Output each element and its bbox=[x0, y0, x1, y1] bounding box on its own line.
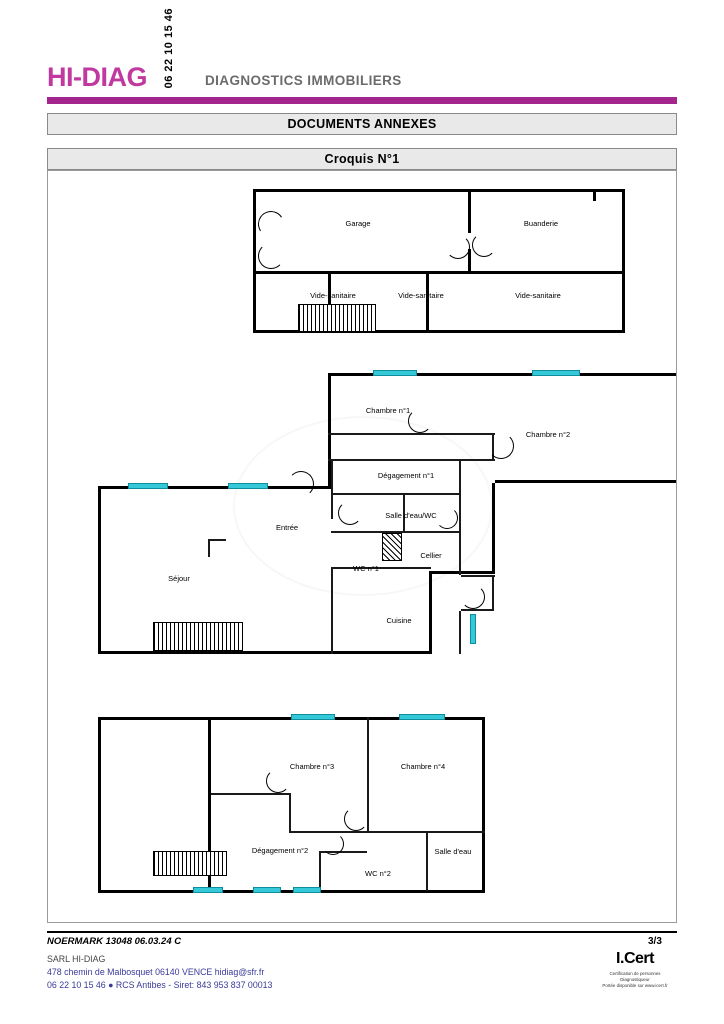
window bbox=[253, 887, 281, 893]
window bbox=[470, 614, 476, 644]
footer-address-block bbox=[47, 953, 272, 992]
footer-company: SARL HI-DIAG bbox=[47, 954, 106, 964]
window bbox=[399, 714, 445, 720]
wall bbox=[459, 461, 461, 495]
wall bbox=[208, 539, 210, 557]
wall bbox=[319, 851, 321, 891]
door-arc bbox=[288, 471, 314, 497]
wall bbox=[208, 539, 226, 541]
door-arc bbox=[436, 507, 458, 529]
door-arc bbox=[446, 235, 470, 259]
footer-street: 478 chemin de Malbosquet 06140 VENCE hidiag@sfr.fr bbox=[47, 967, 265, 977]
window bbox=[293, 887, 321, 893]
room-label: Buanderie bbox=[523, 219, 559, 228]
room-label: Vide-sanitaire bbox=[398, 291, 444, 300]
cert-mark-text: I.Cert bbox=[616, 950, 654, 967]
header-subtitle: DIAGNOSTICS IMMOBILIERS bbox=[205, 73, 402, 88]
wall bbox=[328, 459, 495, 461]
door-arc bbox=[461, 585, 485, 609]
room-label: Entrée bbox=[275, 523, 299, 532]
stair-hatch-living bbox=[153, 622, 243, 651]
room-label: Cuisine bbox=[386, 616, 412, 625]
header-phone-vertical: 06 22 10 15 46 bbox=[163, 8, 175, 89]
wall bbox=[461, 609, 494, 611]
wall bbox=[482, 717, 485, 893]
room-label: Chambre n°2 bbox=[525, 430, 571, 439]
wall bbox=[429, 571, 432, 654]
wall bbox=[495, 480, 677, 483]
room-label: Dégagement n°2 bbox=[251, 846, 309, 855]
page-header bbox=[0, 0, 724, 110]
wall bbox=[468, 189, 471, 233]
wall bbox=[622, 189, 625, 333]
door-arc bbox=[338, 501, 362, 525]
wall bbox=[211, 793, 291, 795]
door-arc bbox=[322, 833, 344, 855]
room-label: Chambre n°1 bbox=[365, 406, 411, 415]
wall bbox=[459, 495, 461, 531]
window bbox=[193, 887, 223, 893]
door-arc bbox=[408, 409, 432, 433]
section-title-documents-annexes: DOCUMENTS ANNEXES bbox=[47, 113, 677, 135]
closet-hatch bbox=[382, 533, 402, 561]
room-label: Vide-sanitaire bbox=[515, 291, 561, 300]
wall bbox=[429, 571, 495, 574]
stair-hatch-top bbox=[298, 304, 376, 332]
room-label: Salle d'eau/WC bbox=[385, 511, 437, 520]
door-arc bbox=[472, 233, 496, 257]
wall bbox=[253, 271, 256, 333]
wall bbox=[593, 189, 625, 192]
wall bbox=[331, 493, 461, 495]
wall bbox=[492, 577, 494, 611]
wall bbox=[492, 483, 495, 574]
room-label: Salle d'eau bbox=[434, 847, 472, 856]
wall bbox=[331, 459, 333, 519]
door-arc bbox=[344, 807, 368, 831]
door-arc bbox=[266, 769, 290, 793]
cert-subtext: Certification de personnes Diagnostiqueur Portée disponible sur www.icert.fr bbox=[602, 971, 668, 988]
window bbox=[128, 483, 168, 489]
wall bbox=[289, 793, 291, 833]
door-arc bbox=[256, 209, 287, 240]
room-label: Garage bbox=[345, 219, 371, 228]
section-title-croquis: Croquis N°1 bbox=[47, 148, 677, 170]
wall bbox=[426, 274, 429, 333]
wall bbox=[98, 486, 101, 654]
footer-reference: NOERMARK 13048 06.03.24 C bbox=[47, 936, 182, 947]
door-arc bbox=[488, 433, 514, 459]
wall bbox=[253, 189, 625, 192]
header-accent-bar bbox=[47, 97, 677, 104]
company-logo: HI-DIAG bbox=[47, 62, 147, 92]
window bbox=[532, 370, 580, 376]
footer-divider bbox=[47, 931, 677, 933]
wall bbox=[459, 533, 461, 575]
window bbox=[228, 483, 268, 489]
wall bbox=[98, 717, 101, 893]
wall bbox=[253, 271, 625, 274]
room-label: WC n°2 bbox=[365, 869, 391, 878]
wall bbox=[331, 567, 333, 654]
stair-hatch-bottom bbox=[153, 851, 227, 876]
wall bbox=[328, 433, 495, 435]
room-label: Chambre n°3 bbox=[289, 762, 335, 771]
wall bbox=[426, 833, 428, 891]
wall bbox=[331, 567, 431, 569]
floor-plan-frame bbox=[47, 170, 677, 923]
door-arc bbox=[258, 243, 284, 269]
window bbox=[291, 714, 335, 720]
room-label: WC n°1 bbox=[353, 564, 379, 573]
room-label: Cellier bbox=[420, 551, 442, 560]
wall bbox=[98, 651, 432, 654]
room-label: Vide-sanitaire bbox=[310, 291, 356, 300]
room-label: Séjour bbox=[168, 574, 190, 583]
room-label: Dégagement n°1 bbox=[377, 471, 435, 480]
footer-contact: 06 22 10 15 46 ● RCS Antibes - Siret: 843 953 837 00013 bbox=[47, 980, 273, 990]
certification-logo bbox=[592, 950, 678, 994]
window bbox=[373, 370, 417, 376]
wall bbox=[459, 611, 461, 654]
room-label: Chambre n°4 bbox=[400, 762, 446, 771]
wall bbox=[461, 575, 495, 577]
footer-page-number: 3/3 bbox=[648, 936, 662, 947]
